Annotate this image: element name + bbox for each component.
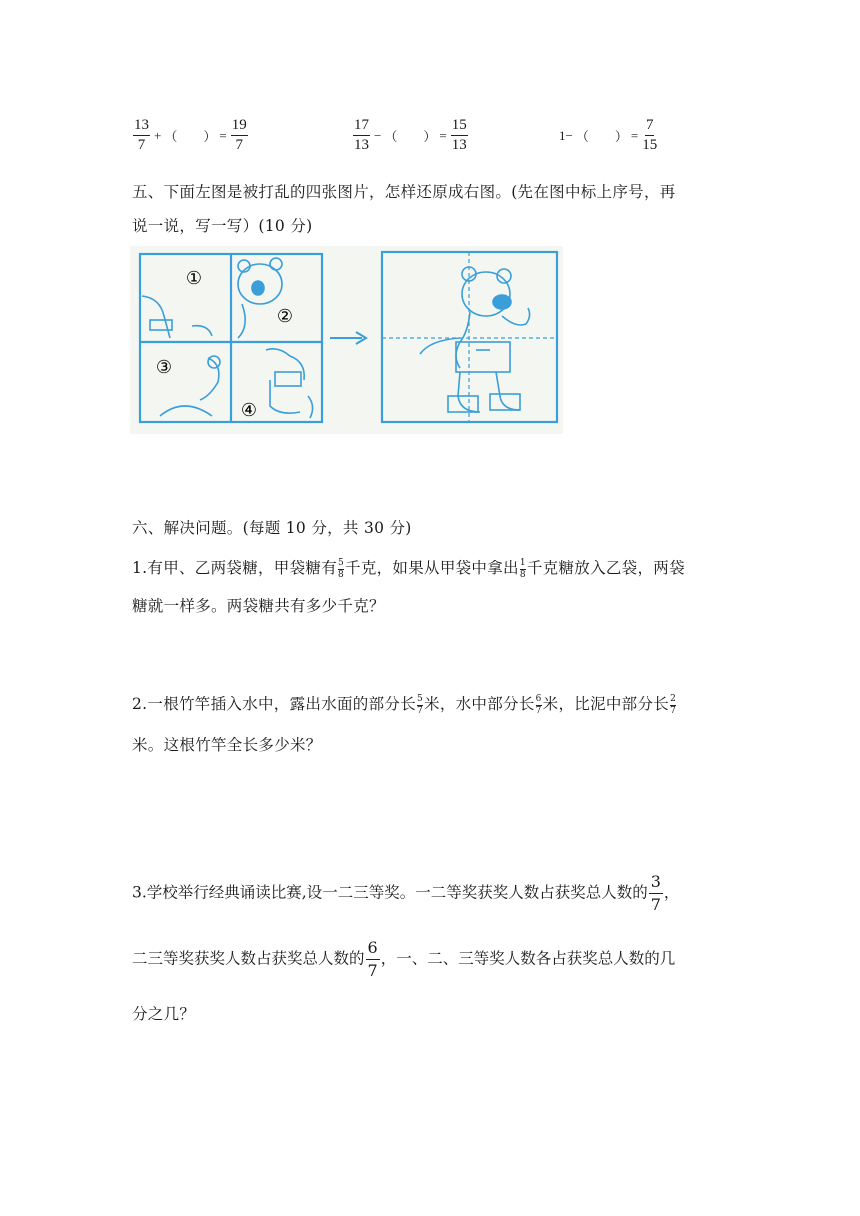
question-3-line1: 3.学校举行经典诵读比赛,设一二三等奖。一二等奖获奖人数占获奖总人数的 $\frac{3}{7}$ ，	[132, 872, 680, 914]
answer-blank[interactable]: （ ）	[164, 130, 217, 145]
equation-3: 1− （ ） = $\frac{7}{15}$	[559, 117, 658, 153]
fraction: $\frac{13}{7}$	[134, 117, 149, 153]
fraction: $\frac{15}{13}$	[451, 117, 467, 153]
fraction: $\frac{7}{15}$	[642, 117, 658, 153]
question-2-line2: 米。这根竹竿全长多少米？	[132, 736, 322, 754]
fraction: $\frac{5}{8}$	[338, 557, 345, 580]
label-3: ③	[155, 357, 173, 378]
fraction: $\frac{6}{7}$	[367, 938, 378, 980]
question-2-line1: 2.一根竹竿插入水中，露出水面的部分长 $\frac{5}{7}$ 米，水中部分长 $\frac{6}{7}$ 米，比泥中部分长 $\frac{2}{7}$	[132, 693, 677, 716]
fraction: $\frac{17}{13}$	[354, 117, 369, 153]
label-1: ①	[185, 268, 203, 289]
label-2: ②	[276, 306, 294, 327]
puzzle-illustration	[130, 246, 563, 434]
answer-blank[interactable]: （ ）	[575, 130, 628, 145]
fraction: $\frac{19}{7}$	[231, 117, 247, 153]
fraction: $\frac{5}{7}$	[417, 693, 424, 716]
section5-prompt-line1: 五、下面左图是被打乱的四张图片，怎样还原成右图。(先在图中标上序号，再	[132, 183, 676, 201]
puzzle-figure	[130, 246, 563, 434]
label-4: ④	[240, 400, 258, 421]
fraction: $\frac{3}{7}$	[650, 872, 661, 914]
fraction: $\frac{2}{7}$	[670, 693, 677, 716]
equation-1: $\frac{13}{7}$ + （ ） = $\frac{19}{7}$	[134, 117, 247, 153]
question-1-line1: 1.有甲、乙两袋糖，甲袋糖有 $\frac{5}{8}$ 千克，如果从甲袋中拿出 $\frac{1}{8}$ 千克糖放入乙袋，两袋	[132, 557, 685, 580]
section6-heading: 六、解决问题。(每题 10 分，共 30 分)	[132, 519, 412, 537]
question-3-line2: 二三等奖获奖人数占获奖总人数的 $\frac{6}{7}$ ，一、二、三等奖人数各占获奖总人数的几	[132, 938, 676, 980]
fraction: $\frac{6}{7}$	[535, 693, 542, 716]
equation-2: $\frac{17}{13}$ − （ ） = $\frac{15}{13}$	[354, 117, 467, 153]
fraction: $\frac{1}{8}$	[519, 557, 526, 580]
question-3-line3: 分之几？	[132, 1005, 196, 1023]
section5-prompt-line2: 说一说，写一写）(10 分)	[132, 217, 313, 235]
answer-blank[interactable]: （ ）	[384, 130, 437, 145]
bear-illustration	[420, 267, 530, 412]
question-1-line2: 糖就一样多。两袋糖共有多少千克？	[132, 597, 385, 615]
